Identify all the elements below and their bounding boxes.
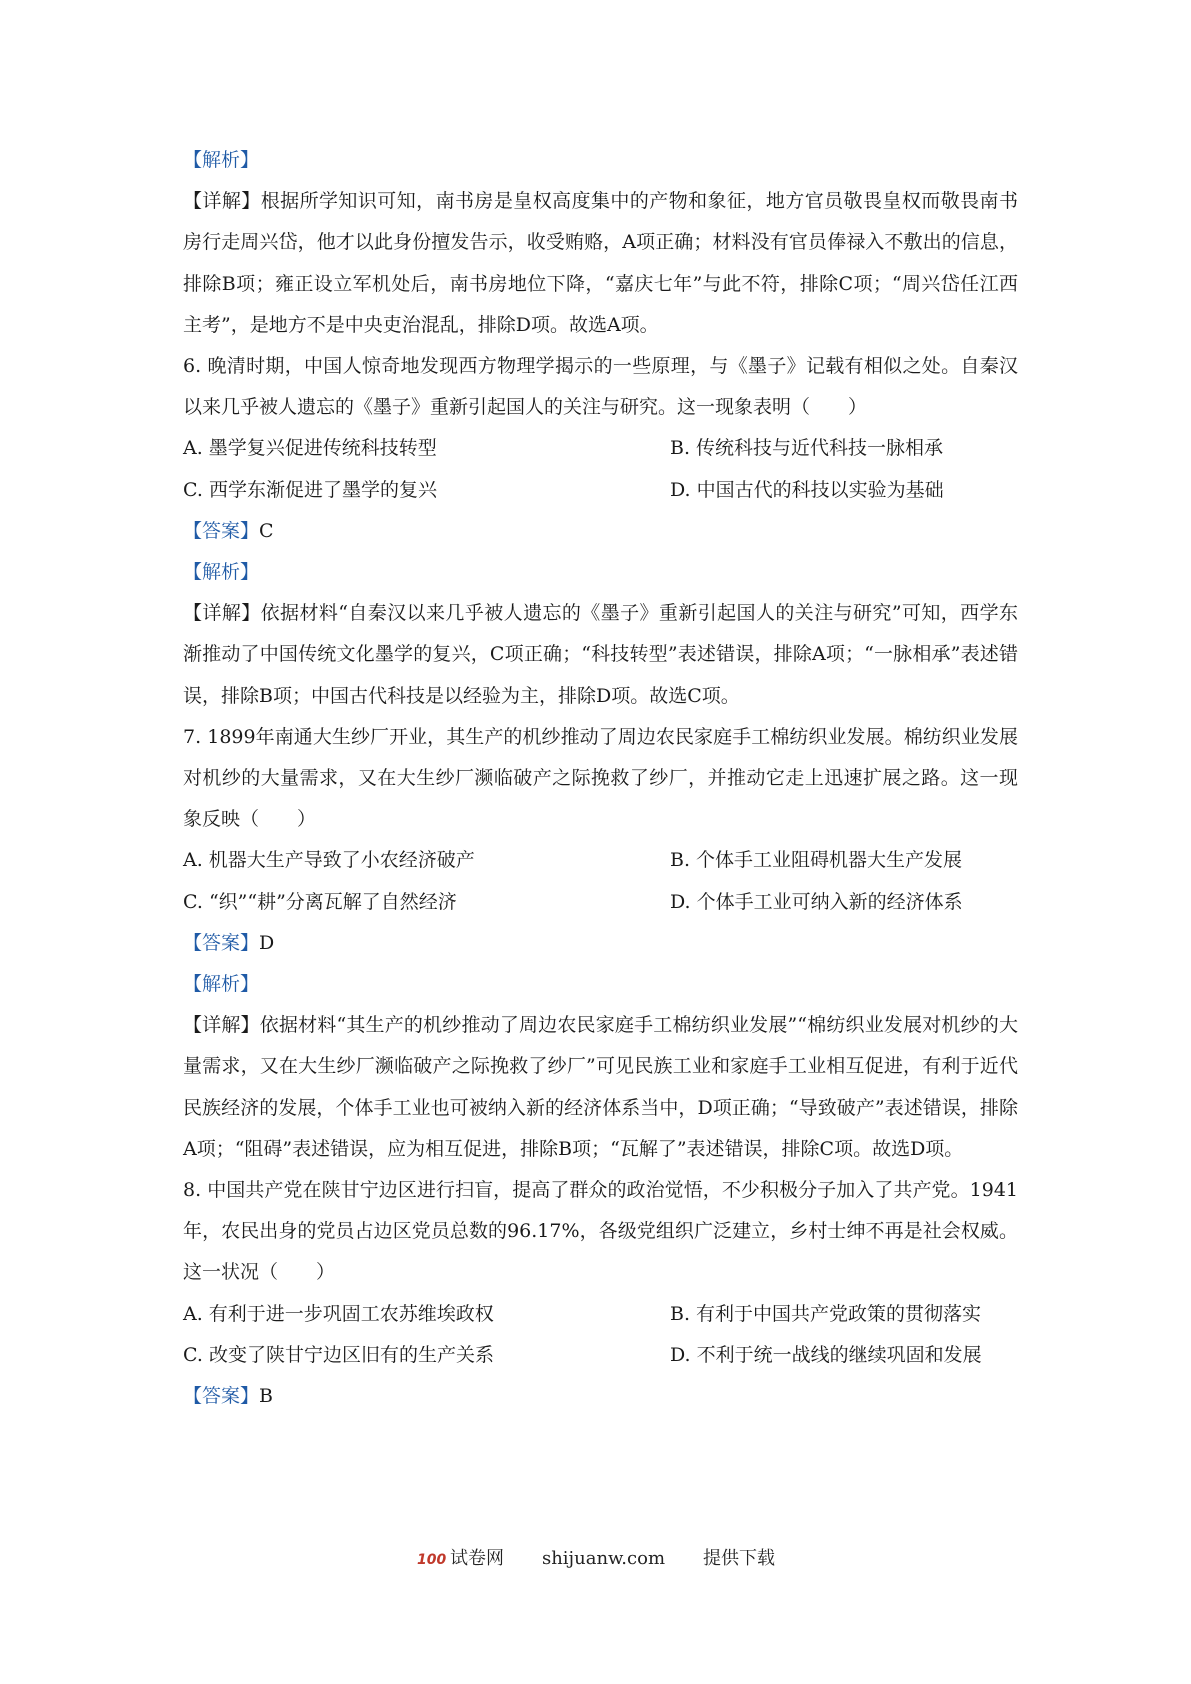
q7-option-c: C. “织”“耕”分离瓦解了自然经济 [183,890,457,913]
q8-option-b: B. 有利于中国共产党政策的贯彻落实 [670,1302,982,1325]
q6-detail [183,593,1018,717]
q6-option-c: C. 西学东渐促进了墨学的复兴 [183,478,437,501]
q5-analysis-tag: 【解析】 [183,149,260,171]
q6-detail-text: 依据材料“自秦汉以来几乎被人遗忘的《墨子》重新引起国人的关注与研究”可知，西学东渐推动了中国传统文化墨学的复兴，C项正确；“科技转型”表述错误，排除A项；“一脉相承”表述错误，排除B项；中国古代科技是以经验为主，排除D项。故选C项。 [183,602,1018,707]
q6-stem: 6. 晚清时期，中国人惊奇地发现西方物理学揭示的一些原理，与《墨子》记载有相似之处。自秦汉以来几乎被人遗忘的《墨子》重新引起国人的关注与研究。这一现象表明（ ） [183,355,1018,419]
q7-detail [183,1005,1018,1170]
q8-answer [183,1376,1018,1417]
q8-answer-value: B [259,1385,273,1408]
q5-detail-text: 根据所学知识可知，南书房是皇权高度集中的产物和象征，地方官员敬畏皇权而敬畏南书房行走周兴岱，他才以此身份擅发告示，收受贿赂，A项正确；材料没有官员俸禄入不敷出的信息，排除B项；雍正设立军机处后，南书房地位下降，“嘉庆七年”与此不符，排除C项；“周兴岱任江西主考”，是地方不是中央吏治混乱，排除D项。故选A项。 [183,190,1018,336]
site-logo-icon [416,1550,448,1568]
footer-slogan: 提供下载 [703,1548,776,1569]
q6-analysis-tag: 【解析】 [183,561,260,583]
q6-options-row2 [183,470,1018,511]
q7-answer [183,923,1018,964]
q8-options-row2 [183,1335,1018,1376]
q8-stem: 8. 中国共产党在陕甘宁边区进行扫盲，提高了群众的政治觉悟，不少积极分子加入了共产党。1941年，农民出身的党员占边区党员总数的96.17%，各级党组织广泛建立，乡村士绅不再是社会权威。这一状况（ ） [183,1179,1018,1284]
q8-option-a: A. 有利于进一步巩固工农苏维埃政权 [183,1302,494,1325]
q7-detail-tag: 【详解】 [183,1014,260,1037]
q6-detail-tag: 【详解】 [183,602,261,625]
q8-option-c: C. 改变了陕甘宁边区旧有的生产关系 [183,1343,494,1366]
q6-option-b: B. 传统科技与近代科技一脉相承 [670,437,944,460]
q6-answer-tag: 【答案】 [183,519,260,542]
q7-answer-value: D [259,931,275,954]
q6-option-d: D. 中国古代的科技以实验为基础 [670,478,944,501]
q7-analysis-tag: 【解析】 [183,973,260,995]
logo-text: 100 [416,1552,447,1568]
q7-option-a: A. 机器大生产导致了小农经济破产 [183,849,475,872]
q8-answer-tag: 【答案】 [183,1385,260,1408]
content-area [183,140,1018,1417]
q6-options-row1 [183,428,1018,469]
q7-options-row2 [183,882,1018,923]
q8-option-d: D. 不利于统一战线的继续巩固和发展 [670,1343,982,1366]
q7-answer-tag: 【答案】 [183,931,260,954]
q7-option-b: B. 个体手工业阻碍机器大生产发展 [670,849,963,872]
q5-detail [183,181,1018,346]
q6-answer-value: C [259,519,274,542]
q5-detail-tag: 【详解】 [183,190,261,213]
q8-options-row1 [183,1294,1018,1335]
q7-stem: 7. 1899年南通大生纱厂开业，其生产的机纱推动了周边农民家庭手工棉纺织业发展。棉纺织业发展对机纱的大量需求，又在大生纱厂濒临破产之际挽救了纱厂，并推动它走上迅速扩展之路。这一现象反映（ ） [183,725,1018,831]
q7-option-d: D. 个体手工业可纳入新的经济体系 [670,890,963,913]
q7-options-row1 [183,840,1018,881]
footer-domain: shijuanw.com [541,1548,666,1569]
q7-detail-text: 依据材料“其生产的机纱推动了周边农民家庭手工棉纺织业发展”“棉纺织业发展对机纱的大量需求，又在大生纱厂濒临破产之际挽救了纱厂”可见民族工业和家庭手工业相互促进，有利于近代民族经济的发展，个体手工业也可被纳入新的经济体系当中，D项正确；“导致破产”表述错误，排除A项；“阻碍”表述错误，应为相互促进，排除B项；“瓦解了”表述错误，排除C项。故选D项。 [183,1014,1018,1160]
q6-option-a: A. 墨学复兴促进传统科技转型 [183,437,437,460]
page-footer [0,1546,1191,1572]
q6-answer [183,511,1018,552]
footer-site-name: 试卷网 [449,1548,504,1569]
